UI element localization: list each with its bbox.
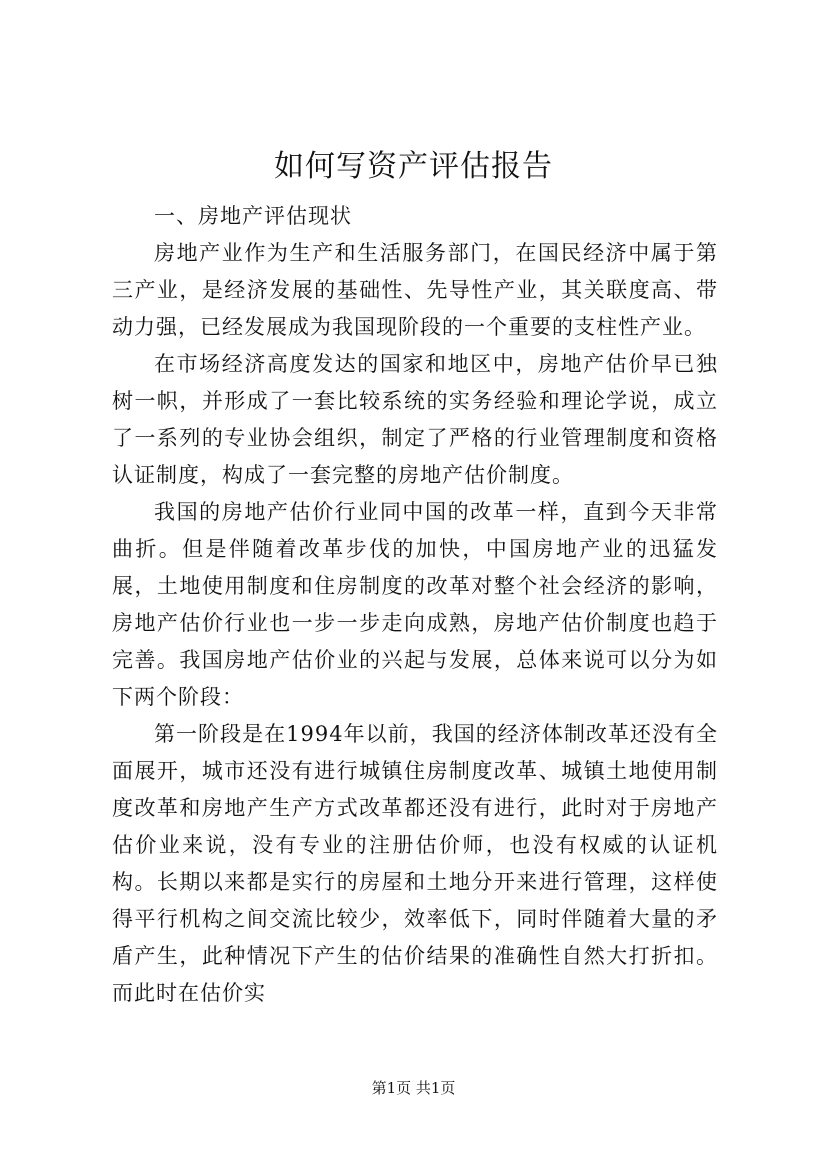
page-footer: 第1页 共1页 (371, 1079, 456, 1097)
body-paragraph: 在市场经济高度发达的国家和地区中，房地产估价早已独树一帜，并形成了一套比较系统的实务经验和理论学说，成立了一系列的专业协会组织，制定了严格的行业管理制度和资格认证制度，构成了一套完整的房地产估价制度。 (112, 352, 718, 487)
body-paragraph: 我国的房地产估价行业同中国的改革一样，直到今天非常曲折。但是伴随着改革步伐的加快，中国房地产业的迅猛发展，土地使用制度和住房制度的改革对整个社会经济的影响，房地产估价行业也一步一步走向成熟，房地产估价制度也趋于完善。我国房地产估价业的兴起与发展，总体来说可以分为如下两个阶段： (112, 500, 718, 709)
document-body (112, 198, 718, 1012)
document-title: 如何写资产评估报告 (274, 149, 553, 184)
body-paragraph: 房地产业作为生产和生活服务部门，在国民经济中属于第三产业，是经济发展的基础性、先导性产业，其关联度高、带动力强，已经发展成为我国现阶段的一个重要的支柱性产业。 (112, 241, 718, 339)
section-heading: 一、房地产评估现状 (154, 204, 352, 228)
body-paragraph: 第一阶段是在1994年以前，我国的经济体制改革还没有全面展开，城市还没有进行城镇住房制度改革、城镇土地使用制度改革和房地产生产方式改革都还没有进行，此时对于房地产估价业来说，没有专业的注册估价师，也没有权威的认证机构。长期以来都是实行的房屋和土地分开来进行管理，这样使得平行机构之间交流比较少，效率低下，同时伴随着大量的矛盾产生，此种情况下产生的估价结果的准确性自然大打折扣。而此时在估价实 (112, 722, 718, 1005)
